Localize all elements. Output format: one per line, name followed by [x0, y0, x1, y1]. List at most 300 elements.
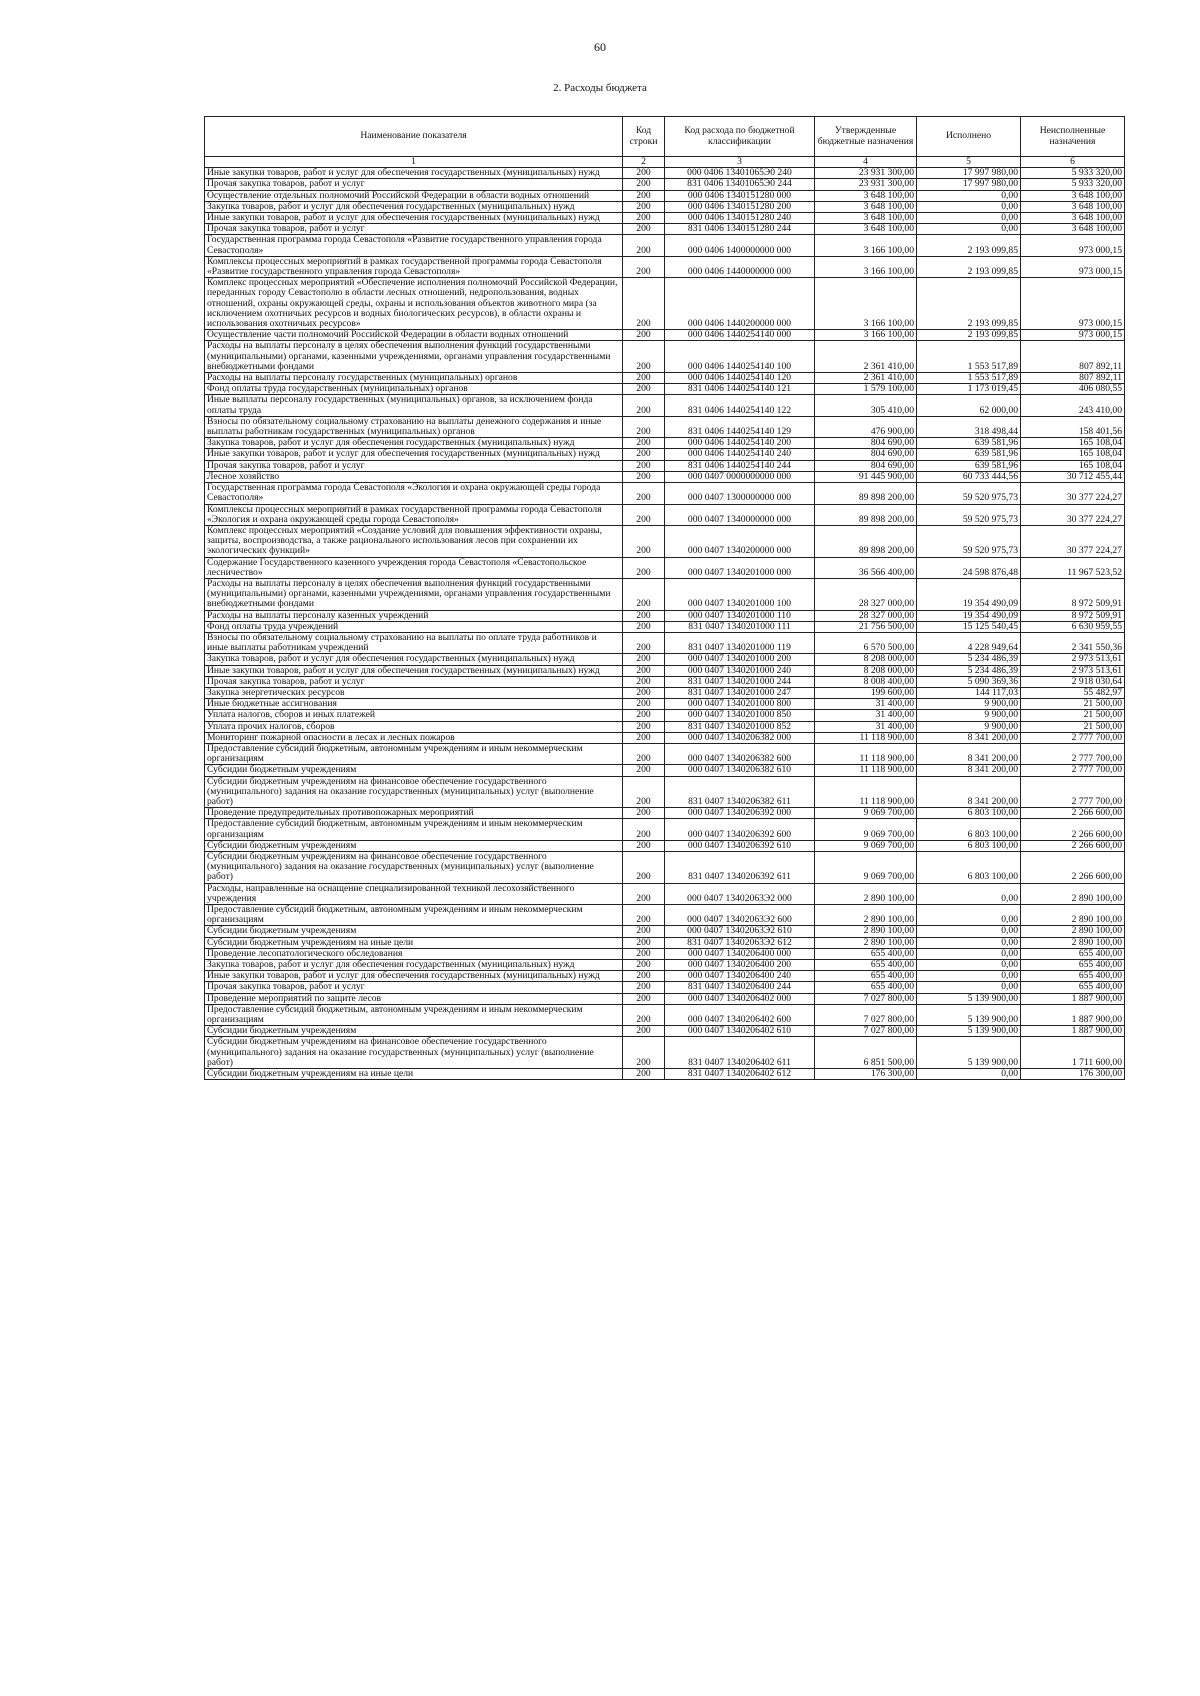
row-approved: 91 445 900,00	[815, 471, 917, 482]
row-classification-code: 000 0407 1340206392 600	[665, 819, 815, 840]
row-classification-code: 831 0406 1440254140 129	[665, 416, 815, 437]
row-code: 200	[623, 971, 665, 982]
row-approved: 21 756 500,00	[815, 621, 917, 632]
table-row	[205, 395, 1125, 416]
row-classification-code: 000 0407 1340206392 000	[665, 808, 815, 819]
row-name: Иные закупки товаров, работ и услуг для обеспечения государственных (муниципальных) нужд	[205, 971, 623, 982]
row-classification-code: 000 0406 1340151280 240	[665, 213, 815, 224]
row-classification-code: 000 0407 1340201000 110	[665, 610, 815, 621]
row-code: 200	[623, 449, 665, 460]
row-approved: 9 069 700,00	[815, 840, 917, 851]
row-executed: 5 139 900,00	[917, 1004, 1021, 1025]
header-unexecuted: Неисполненные назначения	[1021, 117, 1125, 157]
row-unexecuted: 2 890 100,00	[1021, 937, 1125, 948]
row-executed: 0,00	[917, 960, 1021, 971]
row-executed: 8 341 200,00	[917, 743, 1021, 764]
row-code: 200	[623, 676, 665, 687]
row-name: Субсидии бюджетным учреждениям	[205, 765, 623, 776]
row-code: 200	[623, 743, 665, 764]
row-name: Иные закупки товаров, работ и услуг для обеспечения государственных (муниципальных) нужд	[205, 449, 623, 460]
table-row	[205, 610, 1125, 621]
row-code: 200	[623, 948, 665, 959]
table-row	[205, 732, 1125, 743]
row-executed: 59 520 975,73	[917, 504, 1021, 525]
row-code: 200	[623, 416, 665, 437]
row-code: 200	[623, 256, 665, 277]
row-code: 200	[623, 687, 665, 698]
row-name: Субсидии бюджетным учреждениям	[205, 1026, 623, 1037]
row-unexecuted: 8 972 509,91	[1021, 578, 1125, 610]
row-unexecuted: 3 648 100,00	[1021, 213, 1125, 224]
row-unexecuted: 3 648 100,00	[1021, 190, 1125, 201]
row-name: Уплата налогов, сборов и иных платежей	[205, 710, 623, 721]
row-executed: 9 900,00	[917, 699, 1021, 710]
row-executed: 0,00	[917, 971, 1021, 982]
row-unexecuted: 807 892,11	[1021, 341, 1125, 373]
row-executed: 2 193 099,85	[917, 235, 1021, 256]
col-number: 1	[205, 157, 623, 168]
table-row	[205, 883, 1125, 904]
row-unexecuted: 655 400,00	[1021, 948, 1125, 959]
row-unexecuted: 2 266 600,00	[1021, 808, 1125, 819]
row-classification-code: 000 0407 1340206400 000	[665, 948, 815, 959]
row-code: 200	[623, 224, 665, 235]
row-approved: 3 166 100,00	[815, 278, 917, 330]
row-unexecuted: 973 000,15	[1021, 256, 1125, 277]
row-executed: 0,00	[917, 213, 1021, 224]
row-executed: 5 139 900,00	[917, 993, 1021, 1004]
row-name: Прочая закупка товаров, работ и услуг	[205, 676, 623, 687]
row-name: Субсидии бюджетным учреждениям на иные цели	[205, 937, 623, 948]
row-unexecuted: 2 918 030,64	[1021, 676, 1125, 687]
table-row	[205, 852, 1125, 884]
row-code: 200	[623, 699, 665, 710]
row-executed: 0,00	[917, 883, 1021, 904]
row-classification-code: 831 0407 1340201000 119	[665, 632, 815, 653]
table-row	[205, 743, 1125, 764]
table-row	[205, 525, 1125, 557]
row-unexecuted: 2 973 513,61	[1021, 665, 1125, 676]
row-executed: 9 900,00	[917, 721, 1021, 732]
row-code: 200	[623, 179, 665, 190]
row-unexecuted: 165 108,04	[1021, 449, 1125, 460]
row-unexecuted: 21 500,00	[1021, 710, 1125, 721]
row-approved: 23 931 300,00	[815, 179, 917, 190]
row-approved: 476 900,00	[815, 416, 917, 437]
column-number-row	[205, 157, 1125, 168]
row-unexecuted: 176 300,00	[1021, 1069, 1125, 1080]
row-unexecuted: 973 000,15	[1021, 278, 1125, 330]
row-approved: 8 208 000,00	[815, 654, 917, 665]
row-executed: 6 803 100,00	[917, 852, 1021, 884]
table-row	[205, 341, 1125, 373]
row-unexecuted: 2 777 700,00	[1021, 732, 1125, 743]
table-row	[205, 840, 1125, 851]
col-number: 3	[665, 157, 815, 168]
row-name: Иные закупки товаров, работ и услуг для обеспечения государственных (муниципальных) нужд	[205, 665, 623, 676]
row-approved: 804 690,00	[815, 449, 917, 460]
row-executed: 1 173 019,45	[917, 384, 1021, 395]
col-number: 4	[815, 157, 917, 168]
table-row	[205, 460, 1125, 471]
row-name: Закупка товаров, работ и услуг для обеспечения государственных (муниципальных) нужд	[205, 438, 623, 449]
table-row	[205, 201, 1125, 212]
row-code: 200	[623, 776, 665, 808]
row-executed: 5 139 900,00	[917, 1037, 1021, 1069]
header-name: Наименование показателя	[205, 117, 623, 157]
row-approved: 655 400,00	[815, 982, 917, 993]
row-name: Фонд оплаты труда государственных (муниципальных) органов	[205, 384, 623, 395]
row-name: Государственная программа города Севастополя «Экология и охрана окружающей среды города Севастополя»	[205, 483, 623, 504]
row-code: 200	[623, 621, 665, 632]
row-code: 200	[623, 808, 665, 819]
table-row	[205, 776, 1125, 808]
row-unexecuted: 11 967 523,52	[1021, 557, 1125, 578]
row-unexecuted: 2 266 600,00	[1021, 840, 1125, 851]
row-approved: 89 898 200,00	[815, 525, 917, 557]
row-name: Фонд оплаты труда учреждений	[205, 621, 623, 632]
row-name: Субсидии бюджетным учреждениям на финансовое обеспечение государственного (муниципального) задания на оказание государственных (муниципальных) услуг (выполнение работ)	[205, 852, 623, 884]
row-approved: 2 890 100,00	[815, 937, 917, 948]
row-code: 200	[623, 483, 665, 504]
row-approved: 31 400,00	[815, 721, 917, 732]
row-code: 200	[623, 384, 665, 395]
row-code: 200	[623, 926, 665, 937]
row-name: Осуществление части полномочий Российской Федерации в области водных отношений	[205, 330, 623, 341]
row-name: Предоставление субсидий бюджетным, автономным учреждениям и иным некоммерческим организациям	[205, 743, 623, 764]
row-executed: 9 900,00	[917, 710, 1021, 721]
row-unexecuted: 655 400,00	[1021, 982, 1125, 993]
row-classification-code: 831 0407 1340206402 612	[665, 1069, 815, 1080]
row-name: Комплекс процессных мероприятий «Обеспечение исполнения полномочий Российской Федерации, переданных городу Севастополю в области лесных отношений, недропользования, водных отношений, охраны окружающей среды, охраны и использования объектов животного мира (за исключением охотничьих ресурсов и водных биологических ресурсов), в области охраны и использования охотничьих ресурсов»	[205, 278, 623, 330]
row-approved: 2 361 410,00	[815, 341, 917, 373]
row-code: 200	[623, 460, 665, 471]
row-classification-code: 000 0407 1340200000 000	[665, 525, 815, 557]
row-approved: 3 166 100,00	[815, 330, 917, 341]
row-code: 200	[623, 190, 665, 201]
row-executed: 19 354 490,09	[917, 578, 1021, 610]
row-unexecuted: 30 712 455,44	[1021, 471, 1125, 482]
row-name: Комплекс процессных мероприятий «Создание условий для повышения эффективности охраны, защиты, воспроизводства, а также рационального использования лесов при сохранении их экологических функций»	[205, 525, 623, 557]
row-executed: 2 193 099,85	[917, 256, 1021, 277]
table-row	[205, 256, 1125, 277]
row-executed: 0,00	[917, 905, 1021, 926]
row-name: Государственная программа города Севастополя «Развитие государственного управления города Севастополя»	[205, 235, 623, 256]
row-classification-code: 831 0407 1340201000 247	[665, 687, 815, 698]
row-approved: 9 069 700,00	[815, 819, 917, 840]
row-classification-code: 831 0407 1340201000 852	[665, 721, 815, 732]
row-name: Прочая закупка товаров, работ и услуг	[205, 224, 623, 235]
row-unexecuted: 2 890 100,00	[1021, 905, 1125, 926]
table-row	[205, 373, 1125, 384]
row-code: 200	[623, 330, 665, 341]
row-classification-code: 000 0406 1440254140 200	[665, 438, 815, 449]
row-unexecuted: 973 000,15	[1021, 235, 1125, 256]
row-approved: 3 648 100,00	[815, 201, 917, 212]
row-approved: 9 069 700,00	[815, 852, 917, 884]
table-row	[205, 905, 1125, 926]
table-row	[205, 948, 1125, 959]
table-row	[205, 1037, 1125, 1069]
row-code: 200	[623, 213, 665, 224]
row-approved: 2 361 410,00	[815, 373, 917, 384]
row-executed: 5 234 486,39	[917, 654, 1021, 665]
row-unexecuted: 2 341 550,36	[1021, 632, 1125, 653]
row-classification-code: 000 0406 1440254140 100	[665, 341, 815, 373]
row-executed: 59 520 975,73	[917, 525, 1021, 557]
row-executed: 0,00	[917, 982, 1021, 993]
table-row	[205, 710, 1125, 721]
row-code: 200	[623, 1069, 665, 1080]
row-unexecuted: 21 500,00	[1021, 699, 1125, 710]
table-row	[205, 179, 1125, 190]
row-classification-code: 000 0406 1440000000 000	[665, 256, 815, 277]
row-name: Субсидии бюджетным учреждениям на финансовое обеспечение государственного (муниципального) задания на оказание государственных (муниципальных) услуг (выполнение работ)	[205, 776, 623, 808]
row-classification-code: 831 0407 13402063Э2 612	[665, 937, 815, 948]
row-classification-code: 000 0407 1340206400 240	[665, 971, 815, 982]
row-classification-code: 000 0407 1300000000 000	[665, 483, 815, 504]
row-unexecuted: 2 777 700,00	[1021, 765, 1125, 776]
table-row	[205, 168, 1125, 179]
table-row	[205, 224, 1125, 235]
row-unexecuted: 406 080,55	[1021, 384, 1125, 395]
table-row	[205, 993, 1125, 1004]
table-row	[205, 1069, 1125, 1080]
row-approved: 199 600,00	[815, 687, 917, 698]
row-executed: 62 000,00	[917, 395, 1021, 416]
row-approved: 7 027 800,00	[815, 1004, 917, 1025]
row-name: Иные закупки товаров, работ и услуг для обеспечения государственных (муниципальных) нужд	[205, 168, 623, 179]
table-row	[205, 416, 1125, 437]
row-code: 200	[623, 438, 665, 449]
row-executed: 0,00	[917, 224, 1021, 235]
row-executed: 4 228 949,64	[917, 632, 1021, 653]
table-row	[205, 578, 1125, 610]
row-classification-code: 000 0407 1340206382 600	[665, 743, 815, 764]
table-row	[205, 483, 1125, 504]
row-code: 200	[623, 632, 665, 653]
row-executed: 0,00	[917, 1069, 1021, 1080]
row-unexecuted: 5 933 320,00	[1021, 168, 1125, 179]
row-code: 200	[623, 1026, 665, 1037]
row-unexecuted: 2 777 700,00	[1021, 776, 1125, 808]
row-executed: 5 139 900,00	[917, 1026, 1021, 1037]
row-classification-code: 000 0406 1440254140 240	[665, 449, 815, 460]
row-name: Мониторинг пожарной опасности в лесах и лесных пожаров	[205, 732, 623, 743]
row-code: 200	[623, 721, 665, 732]
row-unexecuted: 2 973 513,61	[1021, 654, 1125, 665]
row-code: 200	[623, 819, 665, 840]
table-row	[205, 632, 1125, 653]
row-classification-code: 000 0407 1340201000 240	[665, 665, 815, 676]
row-code: 200	[623, 1037, 665, 1069]
row-approved: 28 327 000,00	[815, 610, 917, 621]
row-executed: 2 193 099,85	[917, 330, 1021, 341]
row-executed: 8 341 200,00	[917, 732, 1021, 743]
row-classification-code: 000 0407 1340201000 100	[665, 578, 815, 610]
row-approved: 8 008 400,00	[815, 676, 917, 687]
row-approved: 2 890 100,00	[815, 926, 917, 937]
row-executed: 639 581,96	[917, 438, 1021, 449]
row-classification-code: 000 0407 1340201000 800	[665, 699, 815, 710]
row-approved: 23 931 300,00	[815, 168, 917, 179]
row-approved: 804 690,00	[815, 460, 917, 471]
row-approved: 3 166 100,00	[815, 256, 917, 277]
row-name: Расходы на выплаты персоналу государственных (муниципальных) органов	[205, 373, 623, 384]
row-approved: 176 300,00	[815, 1069, 917, 1080]
table-row	[205, 819, 1125, 840]
row-classification-code: 000 0406 1440254140 000	[665, 330, 815, 341]
row-classification-code: 000 0407 1340206402 600	[665, 1004, 815, 1025]
row-name: Закупка товаров, работ и услуг для обеспечения государственных (муниципальных) нужд	[205, 201, 623, 212]
row-approved: 3 648 100,00	[815, 224, 917, 235]
row-executed: 0,00	[917, 948, 1021, 959]
table-row	[205, 557, 1125, 578]
row-name: Расходы на выплаты персоналу в целях обеспечения выполнения функций государственными (муниципальными) органами, казенными учреждениями, органами управления государственными внебюджетными фондами	[205, 578, 623, 610]
row-approved: 9 069 700,00	[815, 808, 917, 819]
row-executed: 19 354 490,09	[917, 610, 1021, 621]
row-name: Проведение предупредительных противопожарных мероприятий	[205, 808, 623, 819]
row-code: 200	[623, 883, 665, 904]
row-code: 200	[623, 557, 665, 578]
table-row	[205, 654, 1125, 665]
row-executed: 318 498,44	[917, 416, 1021, 437]
row-name: Субсидии бюджетным учреждениям	[205, 926, 623, 937]
row-code: 200	[623, 201, 665, 212]
table-row	[205, 665, 1125, 676]
row-name: Закупка энергетических ресурсов	[205, 687, 623, 698]
row-name: Субсидии бюджетным учреждениям	[205, 840, 623, 851]
row-approved: 2 890 100,00	[815, 883, 917, 904]
table-row	[205, 808, 1125, 819]
row-executed: 59 520 975,73	[917, 483, 1021, 504]
row-name: Комплексы процессных мероприятий в рамках государственной программы города Севастополя «Развитие государственного управления города Севастополя»	[205, 256, 623, 277]
row-classification-code: 831 0407 1340206382 611	[665, 776, 815, 808]
table-row	[205, 278, 1125, 330]
row-unexecuted: 21 500,00	[1021, 721, 1125, 732]
row-unexecuted: 2 777 700,00	[1021, 743, 1125, 764]
row-approved: 6 570 500,00	[815, 632, 917, 653]
row-unexecuted: 165 108,04	[1021, 460, 1125, 471]
row-executed: 15 125 540,45	[917, 621, 1021, 632]
row-code: 200	[623, 654, 665, 665]
row-executed: 8 341 200,00	[917, 765, 1021, 776]
row-name: Комплексы процессных мероприятий в рамках государственной программы города Севастополя «Экология и охрана окружающей среды города Севастополя»	[205, 504, 623, 525]
row-name: Осуществление отдельных полномочий Российской Федерации в области водных отношений	[205, 190, 623, 201]
row-approved: 6 851 500,00	[815, 1037, 917, 1069]
table-row	[205, 1026, 1125, 1037]
row-name: Предоставление субсидий бюджетным, автономным учреждениям и иным некоммерческим организациям	[205, 1004, 623, 1025]
row-classification-code: 831 0407 1340206400 244	[665, 982, 815, 993]
row-executed: 5 234 486,39	[917, 665, 1021, 676]
row-code: 200	[623, 525, 665, 557]
row-classification-code: 831 0406 1440254140 122	[665, 395, 815, 416]
row-approved: 305 410,00	[815, 395, 917, 416]
row-approved: 804 690,00	[815, 438, 917, 449]
row-classification-code: 831 0406 1340151280 244	[665, 224, 815, 235]
row-code: 200	[623, 937, 665, 948]
row-name: Прочая закупка товаров, работ и услуг	[205, 982, 623, 993]
row-name: Лесное хозяйство	[205, 471, 623, 482]
row-unexecuted: 6 630 959,55	[1021, 621, 1125, 632]
row-code: 200	[623, 504, 665, 525]
row-code: 200	[623, 168, 665, 179]
col-number: 6	[1021, 157, 1125, 168]
row-name: Иные бюджетные ассигнования	[205, 699, 623, 710]
row-approved: 89 898 200,00	[815, 483, 917, 504]
row-approved: 36 566 400,00	[815, 557, 917, 578]
row-code: 200	[623, 578, 665, 610]
table-row	[205, 926, 1125, 937]
row-code: 200	[623, 732, 665, 743]
row-unexecuted: 165 108,04	[1021, 438, 1125, 449]
row-approved: 11 118 900,00	[815, 776, 917, 808]
row-unexecuted: 2 890 100,00	[1021, 883, 1125, 904]
row-approved: 3 648 100,00	[815, 190, 917, 201]
row-unexecuted: 655 400,00	[1021, 960, 1125, 971]
table-header-row	[205, 117, 1125, 157]
table-row	[205, 699, 1125, 710]
row-approved: 655 400,00	[815, 971, 917, 982]
table-row	[205, 1004, 1125, 1025]
row-classification-code: 000 0407 1340206382 000	[665, 732, 815, 743]
row-code: 200	[623, 341, 665, 373]
row-code: 200	[623, 905, 665, 926]
row-classification-code: 000 0407 1340206400 200	[665, 960, 815, 971]
col-number: 5	[917, 157, 1021, 168]
row-code: 200	[623, 1004, 665, 1025]
table-row	[205, 676, 1125, 687]
table-row	[205, 438, 1125, 449]
row-unexecuted: 807 892,11	[1021, 373, 1125, 384]
row-code: 200	[623, 765, 665, 776]
table-row	[205, 621, 1125, 632]
table-row	[205, 330, 1125, 341]
row-approved: 7 027 800,00	[815, 993, 917, 1004]
table-row	[205, 765, 1125, 776]
row-classification-code: 000 0407 1340206402 000	[665, 993, 815, 1004]
row-executed: 60 733 444,56	[917, 471, 1021, 482]
row-classification-code: 831 0407 1340201000 244	[665, 676, 815, 687]
row-executed: 2 193 099,85	[917, 278, 1021, 330]
row-unexecuted: 5 933 320,00	[1021, 179, 1125, 190]
table-row	[205, 190, 1125, 201]
row-classification-code: 000 0407 0000000000 000	[665, 471, 815, 482]
row-unexecuted: 655 400,00	[1021, 971, 1125, 982]
row-executed: 17 997 980,00	[917, 179, 1021, 190]
row-executed: 5 090 369,36	[917, 676, 1021, 687]
row-approved: 11 118 900,00	[815, 732, 917, 743]
header-approved: Утвержденные бюджетные назначения	[815, 117, 917, 157]
row-code: 200	[623, 710, 665, 721]
row-unexecuted: 1 711 600,00	[1021, 1037, 1125, 1069]
row-executed: 0,00	[917, 937, 1021, 948]
row-classification-code: 000 0407 1340201000 200	[665, 654, 815, 665]
row-unexecuted: 2 266 600,00	[1021, 852, 1125, 884]
row-name: Субсидии бюджетным учреждениям на финансовое обеспечение государственного (муниципального) задания на оказание государственных (муниципальных) услуг (выполнение работ)	[205, 1037, 623, 1069]
row-unexecuted: 2 266 600,00	[1021, 819, 1125, 840]
row-executed: 144 117,03	[917, 687, 1021, 698]
row-classification-code: 000 0407 13402063Э2 610	[665, 926, 815, 937]
row-executed: 0,00	[917, 201, 1021, 212]
row-executed: 17 997 980,00	[917, 168, 1021, 179]
row-name: Предоставление субсидий бюджетным, автономным учреждениям и иным некоммерческим организациям	[205, 905, 623, 926]
table-row	[205, 471, 1125, 482]
row-name: Прочая закупка товаров, работ и услуг	[205, 460, 623, 471]
row-classification-code: 000 0407 13402063Э2 600	[665, 905, 815, 926]
row-executed: 639 581,96	[917, 460, 1021, 471]
row-executed: 0,00	[917, 190, 1021, 201]
